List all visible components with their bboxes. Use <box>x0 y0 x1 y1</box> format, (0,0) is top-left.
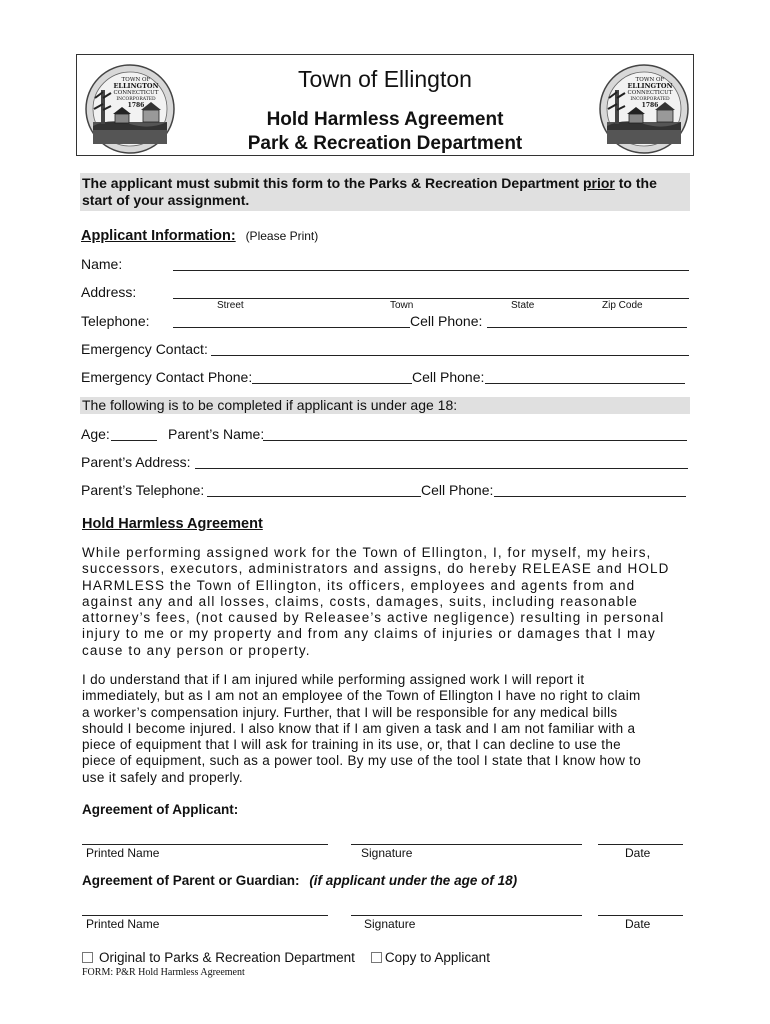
agreement-p2-line: piece of equipment, such as a power tool. By my use of the tool I state that I know how to <box>82 753 642 769</box>
seal-right-line3: CONNECTICUT <box>627 90 673 96</box>
applicant-date-field[interactable] <box>598 844 683 845</box>
copy-distribution-label: Copy to Applicant <box>384 950 490 965</box>
town-title: Town of Ellington <box>298 66 472 92</box>
address-sub-zip: Zip Code <box>602 300 643 311</box>
copy-checkbox-icon <box>371 952 382 963</box>
department-title: Park & Recreation Department <box>247 133 523 154</box>
emergency-cell-field[interactable] <box>485 383 685 384</box>
name-field[interactable] <box>173 270 689 271</box>
seal-right-line5: 1786 <box>641 102 659 109</box>
applicant-info-heading: Applicant Information: <box>81 228 236 244</box>
applicant-signature-caption: Signature <box>361 846 413 860</box>
cell-phone-field[interactable] <box>487 327 687 328</box>
telephone-label: Telephone: <box>81 313 150 329</box>
agreement-p1-line: attorney’s fees, (not caused by Releasee’s active negligence) resulting in personal <box>82 610 665 626</box>
address-sub-street: Street <box>217 300 244 311</box>
telephone-field[interactable] <box>173 327 410 328</box>
guardian-date-caption: Date <box>625 917 651 931</box>
agreement-p2-line: I do understand that if I am injured while performing assigned work I will report it <box>82 672 585 687</box>
seal-left-line4: INCORPORATED <box>116 97 156 102</box>
form-identifier: FORM: P&R Hold Harmless Agreement <box>82 967 245 978</box>
parent-telephone-label: Parent’s Telephone: <box>81 482 205 498</box>
guardian-agreement-heading-row <box>82 873 517 888</box>
applicant-printed-name-field[interactable] <box>82 844 328 845</box>
emergency-phone-field[interactable] <box>252 383 412 384</box>
guardian-signature-caption: Signature <box>364 917 416 931</box>
cell-phone-label: Cell Phone: <box>410 313 483 329</box>
seal-left-line2: ELLINGTON <box>113 82 159 90</box>
guardian-printed-name-caption: Printed Name <box>86 917 160 931</box>
document-title: Hold Harmless Agreement <box>266 109 504 130</box>
emergency-contact-field[interactable] <box>211 355 689 356</box>
parent-telephone-field[interactable] <box>207 496 421 497</box>
parent-cell-label: Cell Phone: <box>421 482 494 498</box>
guardian-agreement-heading: Agreement of Parent or Guardian: <box>82 873 300 888</box>
parent-address-label: Parent’s Address: <box>81 454 191 470</box>
original-distribution-label: Original to Parks & Recreation Department <box>99 950 355 965</box>
agreement-paragraph-2 <box>82 672 702 786</box>
submission-notice <box>80 173 690 211</box>
emergency-phone-label: Emergency Contact Phone: <box>81 369 253 385</box>
parent-address-field[interactable] <box>195 468 688 469</box>
agreement-p1-line: successors, executors, administrators and assigns, do hereby RELEASE and HOLD <box>82 561 670 577</box>
agreement-p2-line: immediately, but as I am not an employee of the Town of Ellington I have no right to claim <box>82 688 641 704</box>
guardian-date-field[interactable] <box>598 915 683 916</box>
applicant-signature-field[interactable] <box>351 844 582 845</box>
applicant-info-heading-row <box>81 227 318 244</box>
parent-cell-field[interactable] <box>494 496 686 497</box>
seal-right-line1: TOWN OF <box>635 77 665 83</box>
minor-section-text: The following is to be completed if applicant is under age 18: <box>82 397 458 413</box>
seal-left-line3: CONNECTICUT <box>113 90 159 96</box>
guardian-printed-name-field[interactable] <box>82 915 328 916</box>
notice-emphasis: prior <box>582 175 615 191</box>
seal-right-line4: INCORPORATED <box>630 97 670 102</box>
seal-left-line5: 1786 <box>127 102 145 109</box>
address-sub-town: Town <box>390 300 414 311</box>
guardian-signature-field[interactable] <box>351 915 582 916</box>
applicant-printed-name-caption: Printed Name <box>86 846 160 860</box>
applicant-date-caption: Date <box>625 846 651 860</box>
agreement-p2-line: a worker’s compensation injury. Further, that I will be responsible for any medical bills <box>82 704 618 720</box>
seal-right-line2: ELLINGTON <box>627 82 673 90</box>
seal-left-line1: TOWN OF <box>121 77 151 83</box>
agreement-p1-line: HARMLESS the Town of Ellington, its officers, employees and agents from and <box>82 577 636 593</box>
agreement-p1-line: injury to me or my property and from any claims of injuries or damages that I may <box>82 626 656 642</box>
agreement-p1-line: cause to any person or property. <box>82 642 311 658</box>
guardian-agreement-note: (if applicant under the age of 18) <box>309 873 518 888</box>
emergency-contact-label: Emergency Contact: <box>81 341 208 357</box>
agreement-p2-line: use it safely and properly. <box>82 769 243 785</box>
notice-part2: to the start of your assignment. <box>82 175 657 208</box>
agreement-p1-line: against any and all losses, claims, costs, damages, suits, including reasonable <box>82 593 638 609</box>
agreement-p2-line: should I become injured. I also know that if I am given a task and I am not familiar with a <box>82 720 636 736</box>
age-field[interactable] <box>111 440 157 441</box>
age-label: Age: <box>81 426 110 442</box>
address-field[interactable] <box>173 298 689 299</box>
notice-part1: The applicant must submit this form to the Parks & Recreation Department <box>82 175 583 191</box>
address-sub-state: State <box>511 300 535 311</box>
emergency-cell-label: Cell Phone: <box>412 369 485 385</box>
agreement-p2-line: piece of equipment that I will ask for training in its use, or, that I can decline to use the <box>82 737 621 753</box>
parent-name-label: Parent’s Name: <box>168 426 265 442</box>
please-print-note: (Please Print) <box>245 229 319 243</box>
agreement-heading: Hold Harmless Agreement <box>82 516 263 532</box>
original-checkbox-icon <box>82 952 93 963</box>
name-label: Name: <box>81 256 123 272</box>
parent-name-field[interactable] <box>263 440 687 441</box>
agreement-p1-line: While performing assigned work for the Town of Ellington, I, for myself, my heirs, <box>82 545 652 560</box>
distribution-row <box>82 950 490 965</box>
address-label: Address: <box>81 284 137 300</box>
applicant-agreement-heading: Agreement of Applicant: <box>82 802 239 817</box>
agreement-paragraph-1 <box>82 545 702 659</box>
